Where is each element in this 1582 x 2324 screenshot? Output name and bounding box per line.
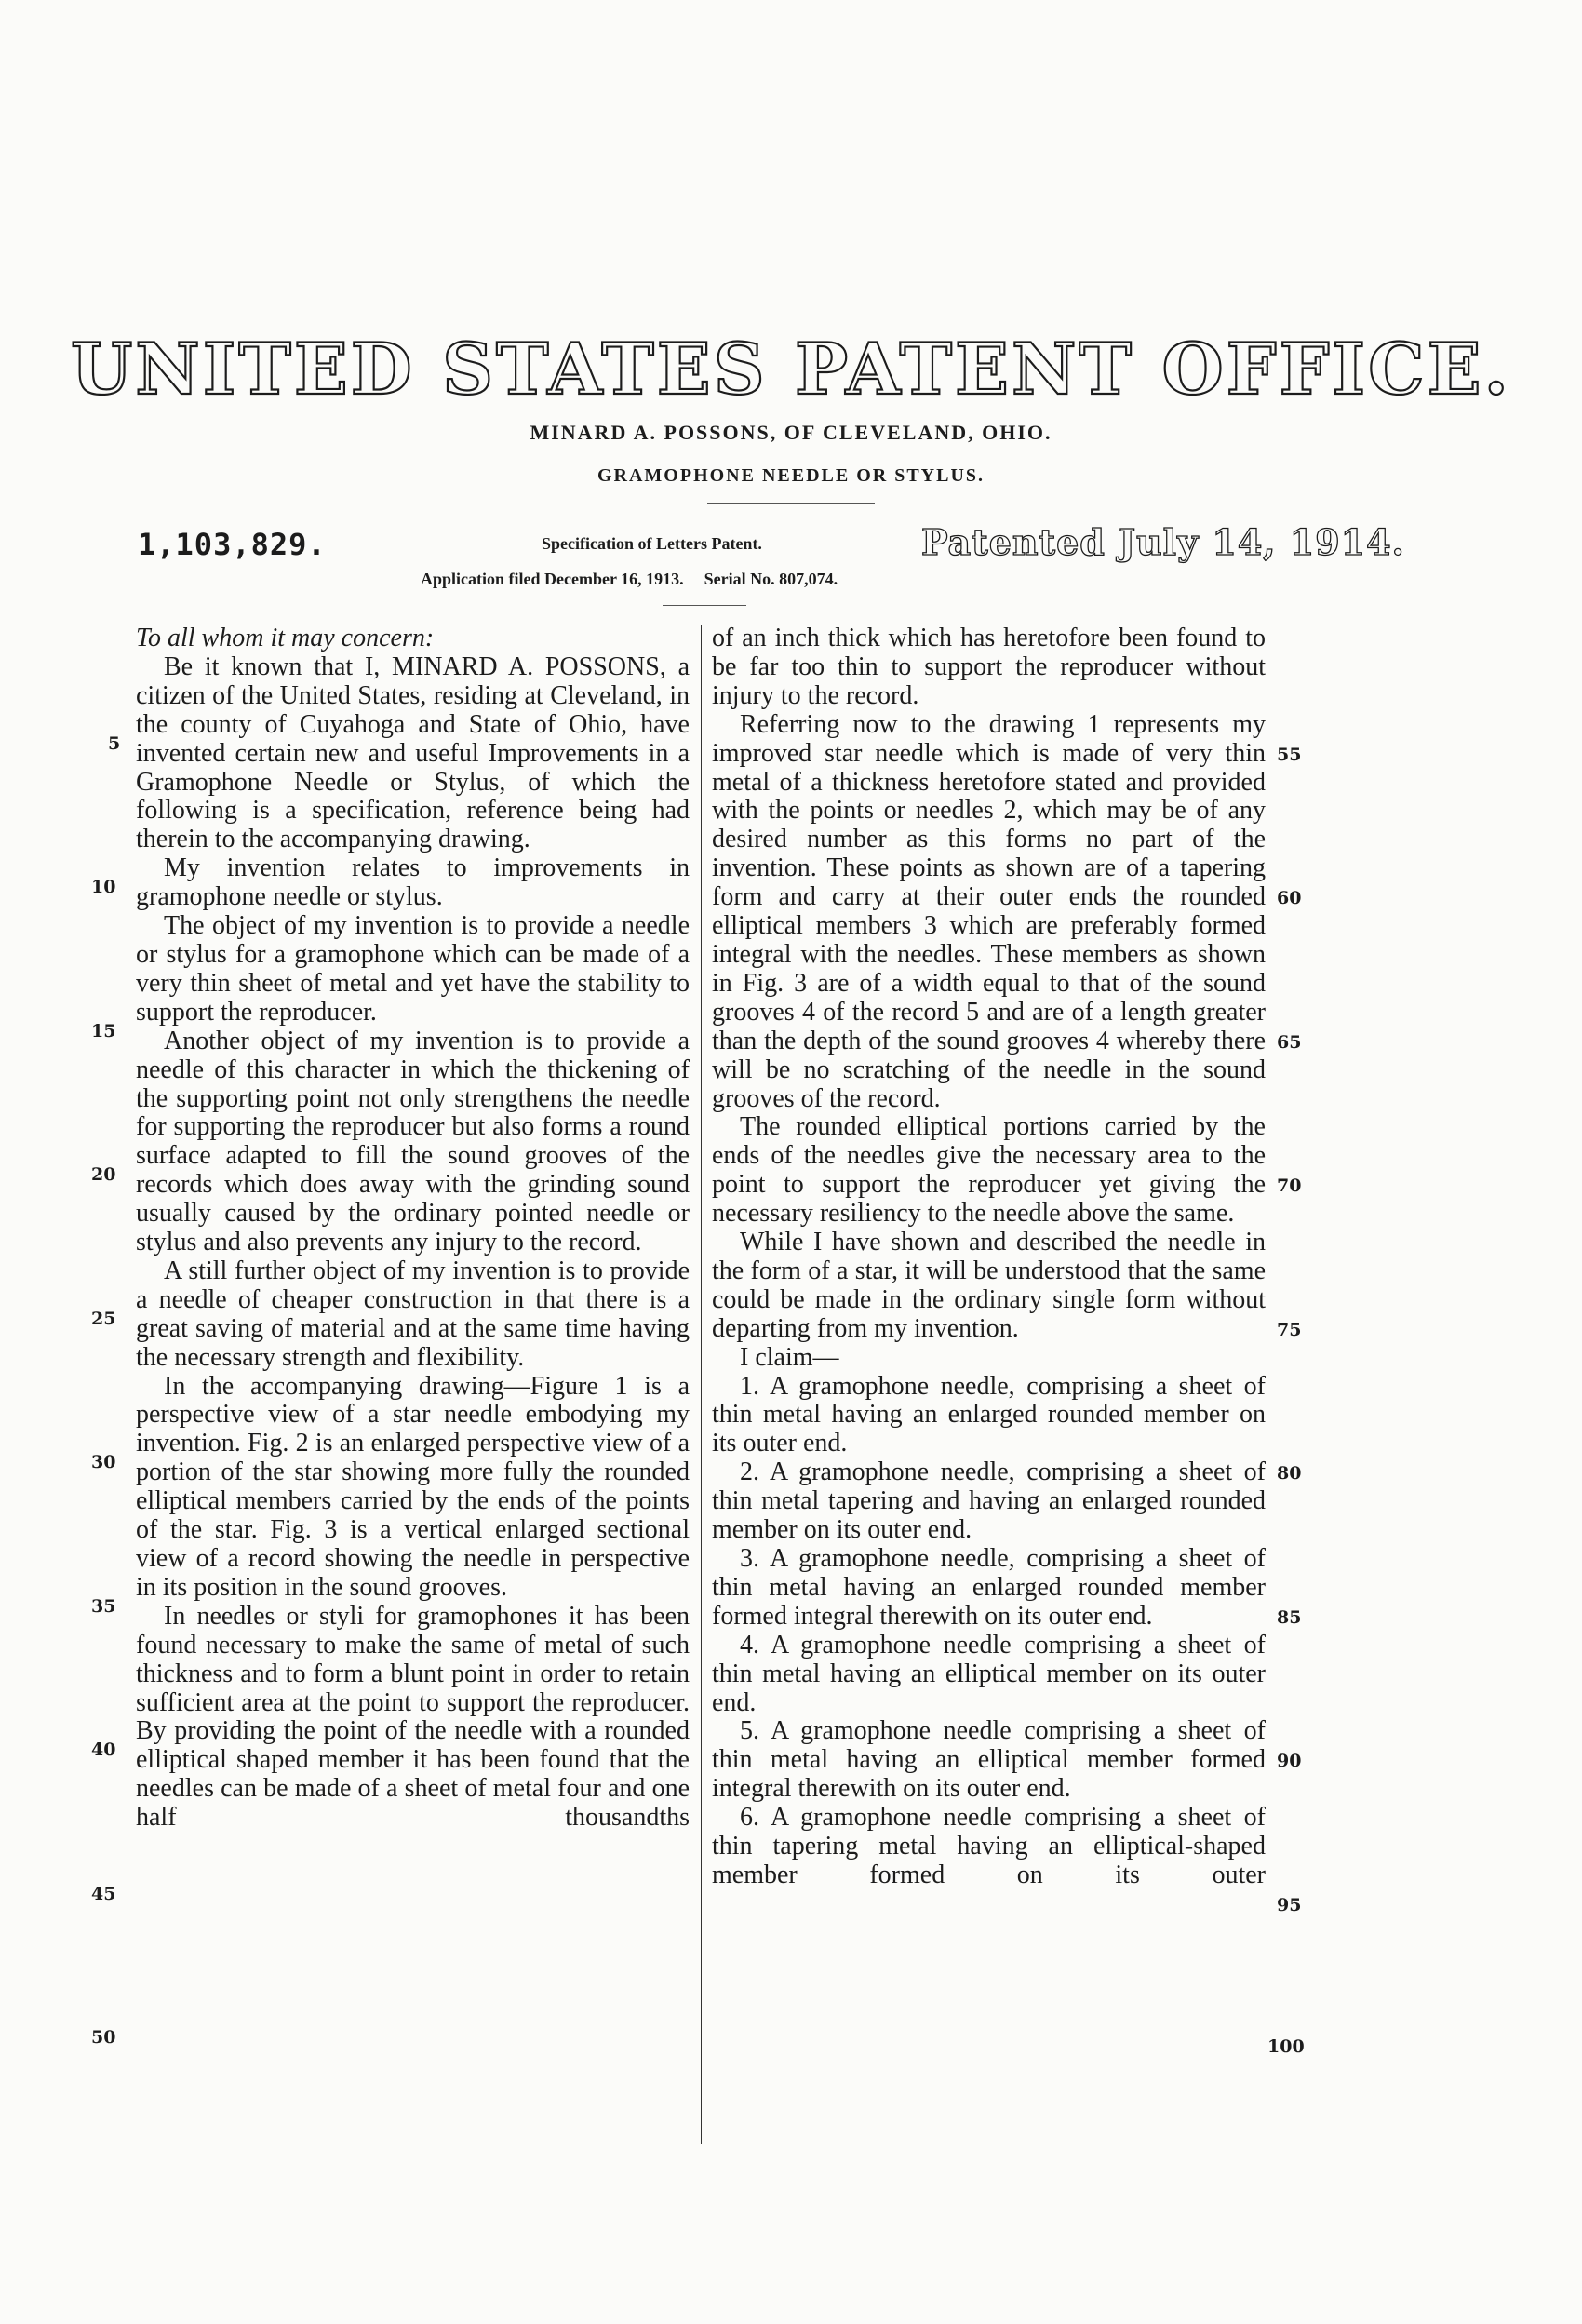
claim: 2. A gramophone needle, comprising a sheet of thin metal tapering and having an enlarged rounded member on its outer end. <box>712 1458 1266 1545</box>
paragraph: My invention relates to improvements in gramophone needle or stylus. <box>136 853 690 912</box>
title-rule <box>707 503 875 504</box>
paragraph: A still further object of my invention is to provide a needle of cheaper construction in that there is a great saving of material and at the same time having the necessary strength and flexibility. <box>136 1256 690 1372</box>
specification-label: Specification of Letters Patent. <box>542 534 762 553</box>
paragraph: The rounded elliptical portions carried by the ends of the needles give the necessary area to the point to support the reproducer yet giving the necessary resiliency to the needle above the same. <box>712 1112 1266 1229</box>
line-number: 60 <box>1277 888 1302 908</box>
line-number: 65 <box>1277 1032 1302 1053</box>
claim: 4. A gramophone needle comprising a sheet of thin metal having an elliptical member on its outer end. <box>712 1630 1266 1717</box>
claim: 1. A gramophone needle, comprising a sheet of thin metal having an enlarged rounded member on its outer end. <box>712 1371 1266 1458</box>
filing-line <box>421 570 838 589</box>
paragraph: The object of my invention is to provide a needle or stylus for a gramophone which can be made of a very thin sheet of metal and yet have the stability to support the reproducer. <box>136 911 690 1027</box>
patent-number: 1,103,829. <box>138 527 327 562</box>
invention-title: GRAMOPHONE NEEDLE OR STYLUS. <box>597 465 985 486</box>
line-number: 100 <box>1267 2036 1305 2057</box>
serial-number: Serial No. 807,074. <box>704 570 838 588</box>
line-number: 50 <box>91 2027 116 2048</box>
office-title: UNITED STATES PATENT OFFICE. <box>70 328 1511 410</box>
line-number: 70 <box>1277 1175 1302 1196</box>
inventor-line: MINARD A. POSSONS, OF CLEVELAND, OHIO. <box>530 421 1052 444</box>
paragraph: Be it known that I, MINARD A. POSSONS, a citizen of the United States, residing at Cleveland, in the county of Cuyahoga and State of Ohio, have invented certain new and useful Improvements in a Gramophone Needle or Stylus, of which the following is a specification, reference being had therein to the accompanying drawing. <box>136 652 690 854</box>
claims-heading: I claim— <box>740 1342 839 1372</box>
claim: 6. A gramophone needle comprising a sheet of thin tapering metal having an elliptical-shaped member formed on its outer <box>712 1803 1266 1889</box>
line-number: 30 <box>91 1452 116 1472</box>
claim: 5. A gramophone needle comprising a sheet of thin metal having an elliptical member formed integral therewith on its outer end. <box>712 1716 1266 1804</box>
paragraph: While I have shown and described the needle in the form of a star, it will be understood that the same could be made in the ordinary single form without departing from my invention. <box>712 1228 1266 1343</box>
line-number: 15 <box>91 1021 116 1041</box>
line-number: 80 <box>1277 1463 1302 1484</box>
line-number: 5 <box>108 733 121 754</box>
line-number: 85 <box>1277 1607 1302 1628</box>
paragraph: Another object of my invention is to provide a needle of this character in which the thickening of the supporting point not only strengthens the needle for supporting the reproducer but also forms a round surface adapted to fill the sound grooves of the records which does away with the grinding sound usually caused by the ordinary pointed needle or stylus and also prevents any injury to the record. <box>136 1026 690 1257</box>
application-filed: Application filed December 16, 1913. <box>421 570 684 588</box>
line-number: 20 <box>91 1164 116 1185</box>
header-rule <box>663 605 746 606</box>
line-number: 40 <box>91 1740 116 1760</box>
paragraph: Referring now to the drawing 1 represents my improved star needle which is made of very thin metal of a thickness heretofore stated and provided with the points or needles 2, which may be of any desired number as this forms no part of the invention. These points as shown are of a tapering form and carry at their outer ends the rounded elliptical members 3 which are preferably formed integral with the needles. These members as shown in Fig. 3 are of a width equal to that of the sound grooves 4 of the record 5 and are of a length greater than the depth of the sound grooves 4 whereby there will be no scratching of the needle in the sound grooves of the record. <box>712 709 1266 1113</box>
paragraph: of an inch thick which has heretofore been found to be far too thin to support the reproducer without injury to the record. <box>712 624 1266 710</box>
patented-date: Patented July 14, 1914. <box>921 521 1405 563</box>
paragraph: In the accompanying drawing—Figure 1 is a perspective view of a star needle embodying my invention. Fig. 2 is an enlarged perspective view of a portion of the star showing more fully the rounded elliptical members carried by the ends of the points of the star. Fig. 3 is a vertical enlarged sectional view of a record showing the needle in perspective in its position in the sound grooves. <box>136 1371 690 1602</box>
line-number: 90 <box>1277 1751 1302 1771</box>
right-column <box>712 625 1266 1890</box>
line-number: 25 <box>91 1309 116 1329</box>
line-number: 10 <box>91 877 116 897</box>
left-column <box>136 625 690 1833</box>
line-number: 75 <box>1277 1320 1302 1340</box>
salutation: To all whom it may concern: <box>136 624 435 652</box>
line-number: 45 <box>91 1884 116 1904</box>
line-number: 95 <box>1277 1895 1302 1915</box>
claim: 3. A gramophone needle, comprising a sheet of thin metal having an enlarged rounded member formed integral therewith on its outer end. <box>712 1544 1266 1631</box>
paragraph: In needles or styli for gramophones it has been found necessary to make the same of metal of such thickness and to form a blunt point in order to retain sufficient area at the point to support the reproducer. By providing the point of the needle with a rounded elliptical shaped member it has been found that the needles can be made of a sheet of metal four and one half thousandths <box>136 1601 690 1833</box>
column-divider <box>701 625 702 2144</box>
line-number: 55 <box>1277 745 1302 765</box>
line-number: 35 <box>91 1596 116 1617</box>
